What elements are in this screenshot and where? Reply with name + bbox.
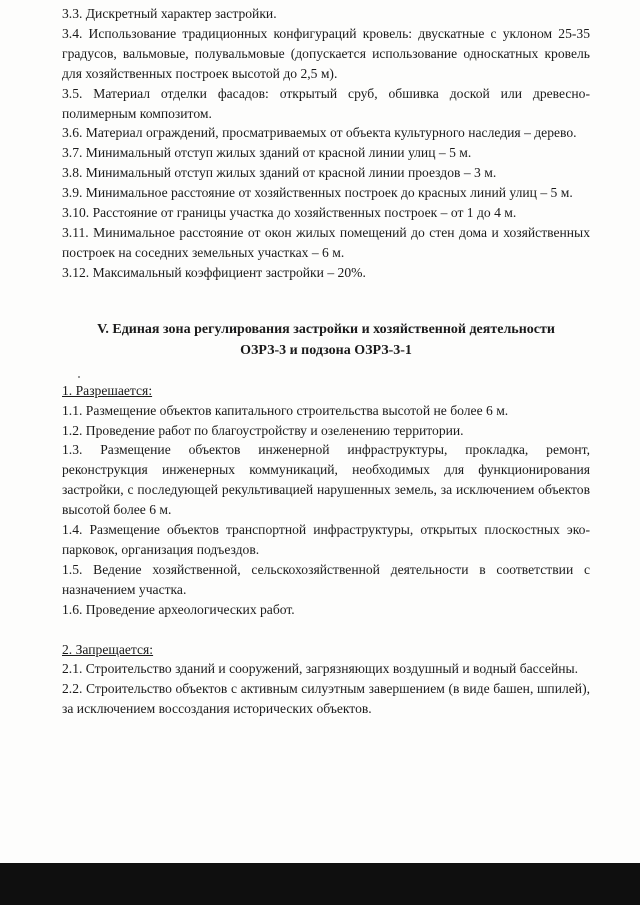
clause-1-2: 1.2. Проведение работ по благоустройству и озеленению территории. bbox=[62, 422, 464, 438]
spacer bbox=[62, 283, 590, 309]
section-5-title bbox=[62, 319, 590, 361]
clause-3-9: 3.9. Минимальное расстояние от хозяйственных построек до красных линий улиц – 5 м. bbox=[62, 185, 573, 201]
clause-2-2: 2.2. Строительство объектов с активным силуэтным завершением (в виде башен, шпилей), за исключением воссоздания исторических объектов. bbox=[62, 681, 590, 717]
clause-3-11: 3.11. Минимальное расстояние от окон жилых помещений до стен дома и хозяйственных построек на соседних земельных участках – 6 м. bbox=[62, 224, 590, 260]
clause-3-7: 3.7. Минимальный отступ жилых зданий от красной линии улиц – 5 м. bbox=[62, 145, 472, 161]
section-5-title-line-2: ОЗРЗ-3 и подзона ОЗРЗ-3-1 bbox=[240, 342, 412, 358]
document-body bbox=[62, 4, 590, 719]
prohibited-heading: 2. Запрещается: bbox=[62, 641, 154, 657]
clause-1-3: 1.3. Размещение объектов инженерной инфраструктуры, прокладка, ремонт, реконструкция инженерных коммуникаций, необходимых для функционирования застройки, с последующей рекультивацией нарушенных земель, за исключением объектов высотой более 6 м. bbox=[62, 442, 590, 518]
clause-3-5: 3.5. Материал отделки фасадов: открытый сруб, обшивка доской или древесно-полимерным композитом. bbox=[62, 85, 590, 121]
scan-speck bbox=[78, 376, 80, 378]
clause-3-10: 3.10. Расстояние от границы участка до хозяйственных построек – от 1 до 4 м. bbox=[62, 205, 517, 221]
clause-3-8: 3.8. Минимальный отступ жилых зданий от красной линии проездов – 3 м. bbox=[62, 165, 497, 181]
clause-1-6: 1.6. Проведение археологических работ. bbox=[62, 601, 295, 617]
spacer bbox=[62, 620, 590, 640]
scanner-edge bbox=[0, 863, 640, 905]
clause-1-1: 1.1. Размещение объектов капитального строительства высотой не более 6 м. bbox=[62, 402, 509, 418]
clause-1-4: 1.4. Размещение объектов транспортной инфраструктуры, открытых плоскостных эко-парковок, организация подъездов. bbox=[62, 522, 590, 557]
clause-3-6: 3.6. Материал ограждений, просматриваемых от объекта культурного наследия – дерево. bbox=[62, 125, 577, 141]
clause-1-5: 1.5. Ведение хозяйственной, сельскохозяйственной деятельности в соответствии с назначением участка. bbox=[62, 561, 590, 597]
spacer bbox=[62, 361, 590, 381]
allowed-heading: 1. Разрешается: bbox=[62, 382, 153, 398]
clause-3-12: 3.12. Максимальный коэффициент застройки – 20%. bbox=[62, 264, 366, 280]
clause-2-1: 2.1. Строительство зданий и сооружений, загрязняющих воздушный и водный бассейны. bbox=[62, 661, 579, 677]
clause-3-4: 3.4. Использование традиционных конфигураций кровель: двускатные с уклоном 25-35 градусов, вальмовые, полувальмовые (допускается использование односкатных кровель для хозяйственных построек высотой до 2,5 м). bbox=[62, 25, 590, 81]
section-5-title-line-1: V. Единая зона регулирования застройки и хозяйственной деятельности bbox=[97, 321, 555, 337]
clause-3-3: 3.3. Дискретный характер застройки. bbox=[62, 6, 277, 21]
